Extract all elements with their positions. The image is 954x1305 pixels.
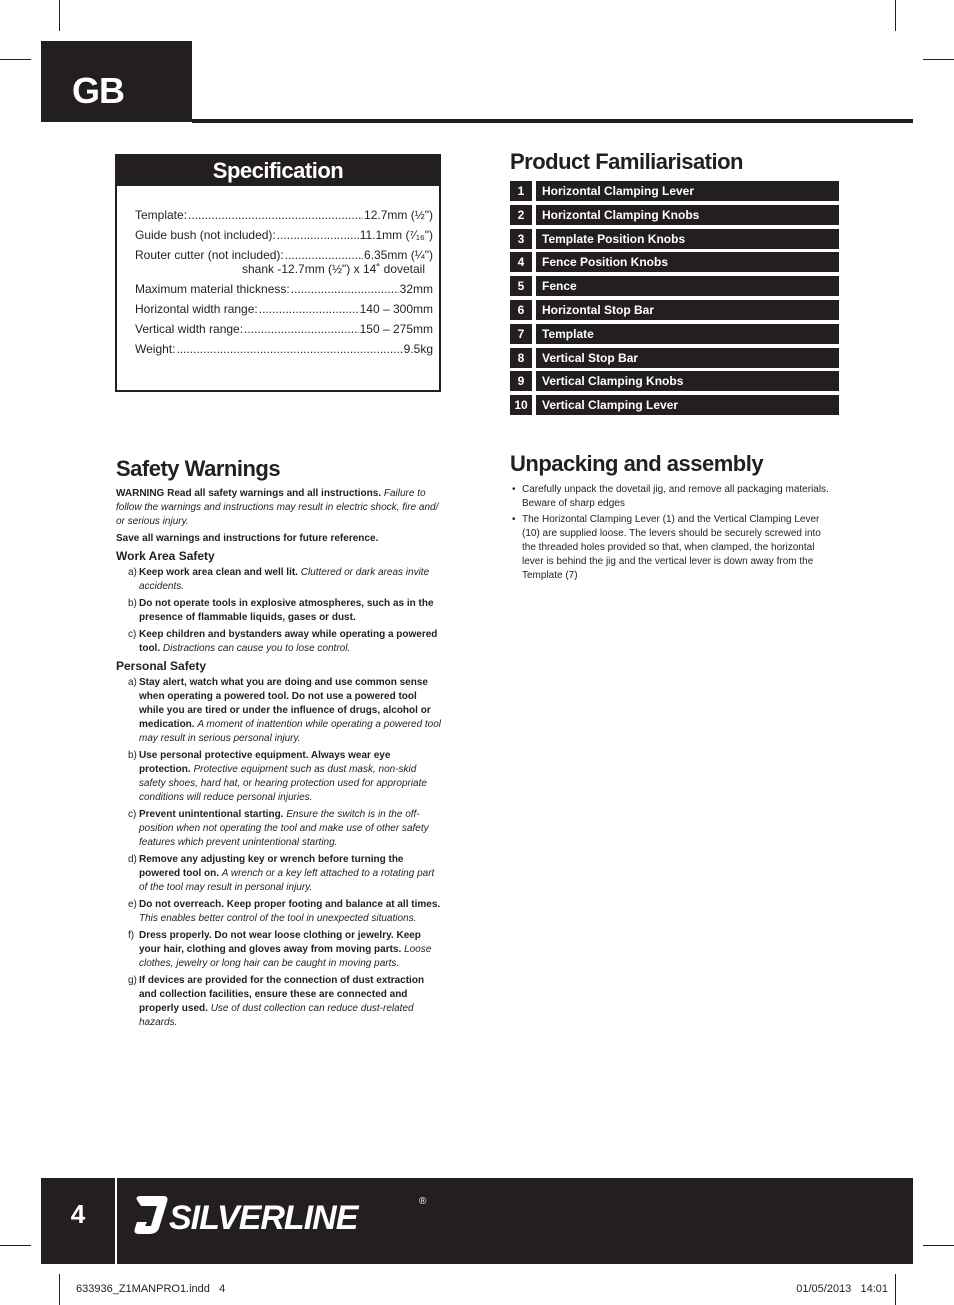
item-letter: e) [128,899,137,910]
part-label: Horizontal Stop Bar [536,300,839,320]
item-italic: A moment of inattention while operating a powered tool may result in serious personal injury. [139,719,442,744]
part-label: Vertical Stop Bar [536,348,839,368]
safety-warnings-title: Safety Warnings [116,456,281,481]
spec-label: Template: [135,208,188,222]
warning-intro-italic: Failure to follow the warnings and instructions may result in electric shock, fire and/ or serious injury. [116,488,439,527]
specification-box [115,154,441,392]
spec-continuation: shank -12.7mm (½") x 14˚ dovetail [242,262,425,276]
page-number: 4 [70,1199,86,1229]
crop-mark [923,59,954,60]
warning-item [116,676,442,746]
slug-filename: 633936_Z1MANPRO1.indd 4 [76,1283,226,1295]
item-italic: Loose clothes, jewelry or long hair can be caught in moving parts. [139,944,432,969]
warning-item [116,808,442,850]
work-area-heading: Work Area Safety [116,549,215,563]
spec-value: 140 – 300mm [359,302,433,316]
header-rule [192,119,913,123]
item-letter: b) [128,750,137,761]
warning-intro-bold: WARNING Read all safety warnings and all instructions. [116,488,382,499]
spec-label: Vertical width range: [135,322,244,336]
item-bold: Do not operate tools in explosive atmospheres, such as in the presence of flammable liquids, gases or dust. [139,598,434,623]
spec-label: Horizontal width range: [135,302,258,316]
spec-label: Weight: [135,342,176,356]
item-letter: b) [128,598,137,609]
part-label: Template [536,324,839,344]
item-letter: a) [128,677,137,688]
item-letter: d) [128,854,137,865]
part-number: 3 [510,229,532,249]
item-bold: Keep children and bystanders away while operating a powered tool. [139,629,438,654]
spec-row [135,322,433,342]
item-bold: Do not overreach. Keep proper footing and balance at all times. [139,899,441,910]
parts-list-item [510,324,839,344]
slug-date: 01/05/2013 14:01 [796,1283,888,1295]
spec-row [135,282,433,302]
spec-value: 9.5kg [403,342,433,356]
item-bold: Prevent unintentional starting. [139,809,284,820]
personal-safety-heading: Personal Safety [116,659,207,673]
item-italic: Distractions can cause you to lose control. [162,643,351,654]
parts-list-item [510,395,839,415]
registered-mark: ® [419,1196,427,1207]
item-letter: c) [128,629,137,640]
spec-value: 12.7mm (½") [364,208,433,222]
parts-list-item [510,348,839,368]
unpacking-title: Unpacking and assembly [510,451,764,476]
item-bold: Remove any adjusting key or wrench before turning the powered tool on. [139,854,404,879]
item-italic: Protective equipment such as dust mask, non-skid safety shoes, hard hat, or hearing protection used for appropriate conditions will reduce personal injuries. [139,764,427,803]
warning-item [116,853,442,895]
specification-rows [135,208,433,362]
part-label: Horizontal Clamping Knobs [536,205,839,225]
item-letter: f) [128,930,135,941]
part-label: Fence [536,276,839,296]
item-bold: Dress properly. Do not wear loose clothing or jewelry. Keep your hair, clothing and gloves away from moving parts. [139,930,421,955]
spec-row [135,302,433,322]
item-bold: Stay alert, watch what you are doing and use common sense when operating a powered tool. Do not use a powered tool while you are tired or under the influence of drugs, alcohol or medication. [139,677,431,730]
spec-row [135,208,433,228]
parts-list-item [510,229,839,249]
part-label: Template Position Knobs [536,229,839,249]
item-letter: g) [128,975,137,986]
product-familiarisation-title: Product Familiarisation [510,149,743,174]
spec-label: Guide bush (not included): [135,228,276,242]
unpacking-bullet: • The Horizontal Clamping Lever (1) and the Vertical Clamping Lever (10) are supplied loose. The levers should be securely screwed into the threaded holes provided so that, when clamped, the horizontal lever is behind the jig and the vertical lever is down away from the Template (7) [510,513,836,583]
spec-label: Router cutter (not included): [135,248,284,262]
part-number: 9 [510,371,532,391]
parts-list-item [510,252,839,272]
part-number: 4 [510,252,532,272]
warning-item [116,597,442,625]
part-number: 6 [510,300,532,320]
warning-item [116,898,442,926]
item-bold: If devices are provided for the connection of dust extraction and collection facilities, ensure these are connected and properly used. [139,975,425,1014]
specification-title: Specification [117,156,439,186]
spec-value: 150 – 275mm [359,322,433,336]
part-label: Horizontal Clamping Lever [536,181,839,201]
brand-wordmark: SILVERLINE [169,1199,358,1236]
warning-intro [116,487,442,529]
part-label: Vertical Clamping Lever [536,395,839,415]
spec-value: 11.1mm (⁷⁄₁₆") [359,228,433,242]
crop-mark [59,1274,60,1305]
parts-list [510,181,839,419]
item-italic: Cluttered or dark areas invite accidents. [139,567,430,592]
part-label: Vertical Clamping Knobs [536,371,839,391]
item-italic: This enables better control of the tool in unexpected situations. [139,913,417,924]
warning-item [116,929,442,971]
warning-item [116,628,442,656]
crop-mark [923,1245,954,1246]
parts-list-item [510,300,839,320]
item-italic: A wrench or a key left attached to a rotating part of the tool may result in personal injury. [139,868,435,893]
save-note: Save all warnings and instructions for future reference. [116,533,379,544]
crop-mark [895,1274,896,1305]
part-number: 7 [510,324,532,344]
parts-list-item [510,181,839,201]
part-number: 5 [510,276,532,296]
unpacking-body [510,483,836,585]
part-number: 10 [510,395,532,415]
parts-list-item [510,371,839,391]
parts-list-item [510,205,839,225]
item-letter: c) [128,809,137,820]
safety-warnings-body [116,487,442,1033]
spec-row [135,342,433,362]
parts-list-item [510,276,839,296]
warning-item [116,566,442,594]
spec-value: 6.35mm (¼") [364,248,433,262]
part-label: Fence Position Knobs [536,252,839,272]
warning-item [116,749,442,805]
crop-mark [59,0,60,31]
part-number: 8 [510,348,532,368]
spec-row [135,228,433,248]
item-letter: a) [128,567,137,578]
footer-divider [115,1178,117,1264]
crop-mark [0,1245,31,1246]
spec-value: 32mm [399,282,433,296]
item-bold: Use personal protective equipment. Always wear eye protection. [139,750,391,775]
item-bold: Keep work area clean and well lit. [139,567,298,578]
item-italic: Use of dust collection can reduce dust-related hazards. [139,1003,414,1028]
unpacking-bullet: • Carefully unpack the dovetail jig, and remove all packaging materials. Beware of sharp edges [510,483,836,511]
item-italic: Ensure the switch is in the off-position when not operating the tool and make use of other safety features which prevent unintentional starting. [139,809,429,848]
footer-bar [41,1178,913,1264]
spec-label: Maximum material thickness: [135,282,290,296]
crop-mark [895,0,896,31]
country-code: GB [72,70,124,111]
part-number: 1 [510,181,532,201]
silverline-logo [133,1192,433,1236]
part-number: 2 [510,205,532,225]
warning-item [116,974,442,1030]
crop-mark [0,59,31,60]
